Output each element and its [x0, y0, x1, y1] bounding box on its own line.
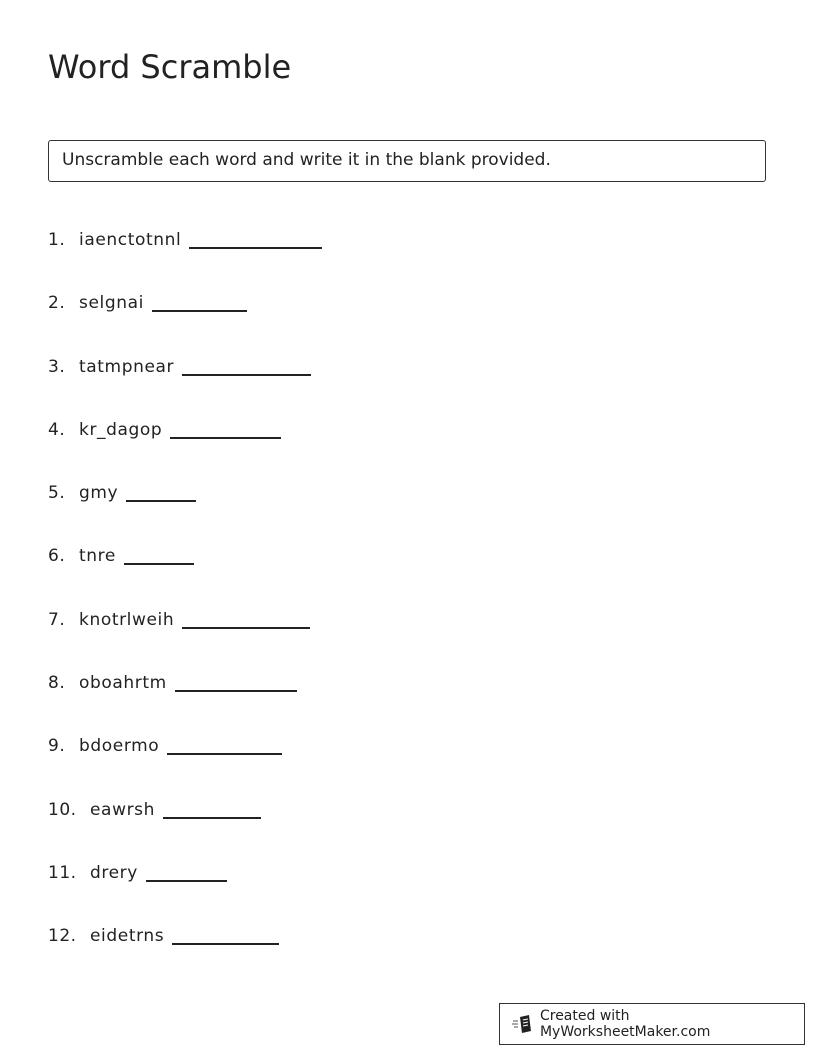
item-number: 10. [48, 800, 77, 820]
answer-blank[interactable] [175, 690, 297, 692]
answer-blank[interactable] [146, 880, 227, 882]
answer-blank[interactable] [172, 943, 279, 945]
list-item [48, 412, 281, 440]
item-number: 6. [48, 546, 66, 566]
scrambled-word: tatmpnear [79, 357, 175, 377]
answer-blank[interactable] [170, 437, 281, 439]
list-item [48, 602, 310, 630]
item-number: 5. [48, 483, 66, 503]
scrambled-word: tnre [79, 546, 116, 566]
answer-blank[interactable] [182, 627, 310, 629]
scrambled-word: knotrlweih [79, 610, 175, 630]
list-item [48, 792, 261, 820]
scrambled-word: oboahrtm [79, 673, 167, 693]
answer-blank[interactable] [189, 247, 322, 249]
list-item [48, 475, 196, 503]
list-item [48, 538, 194, 566]
scrambled-word: bdoermo [79, 736, 160, 756]
item-number: 8. [48, 673, 66, 693]
item-number: 3. [48, 357, 66, 377]
item-number: 7. [48, 610, 66, 630]
list-item [48, 349, 311, 377]
list-item [48, 665, 297, 693]
instructions-box [48, 140, 766, 182]
list-item [48, 855, 227, 883]
item-number: 12. [48, 926, 77, 946]
list-item [48, 285, 247, 313]
scrambled-word: drery [90, 863, 138, 883]
worksheet-logo-icon [512, 1014, 534, 1034]
answer-blank[interactable] [182, 374, 311, 376]
scrambled-word: gmy [79, 483, 119, 503]
scrambled-word: kr_dagop [79, 420, 163, 440]
answer-blank[interactable] [124, 563, 194, 565]
footer-text: Created with MyWorksheetMaker.com [539, 1008, 711, 1040]
item-number: 4. [48, 420, 66, 440]
list-item [48, 222, 322, 250]
instructions-text: Unscramble each word and write it in the blank provided. [62, 150, 551, 170]
item-number: 2. [48, 293, 66, 313]
item-number: 1. [48, 230, 66, 250]
scrambled-word: eidetrns [90, 926, 165, 946]
answer-blank[interactable] [163, 817, 261, 819]
item-number: 9. [48, 736, 66, 756]
item-number: 11. [48, 863, 77, 883]
answer-blank[interactable] [126, 500, 196, 502]
answer-blank[interactable] [167, 753, 282, 755]
scrambled-word: eawrsh [90, 800, 156, 820]
page-title: Word Scramble [48, 48, 292, 86]
footer-credit [499, 1003, 805, 1045]
list-item [48, 728, 282, 756]
scrambled-word: iaenctotnnl [79, 230, 182, 250]
answer-blank[interactable] [152, 310, 247, 312]
scrambled-word: selgnai [79, 293, 144, 313]
list-item [48, 918, 279, 946]
